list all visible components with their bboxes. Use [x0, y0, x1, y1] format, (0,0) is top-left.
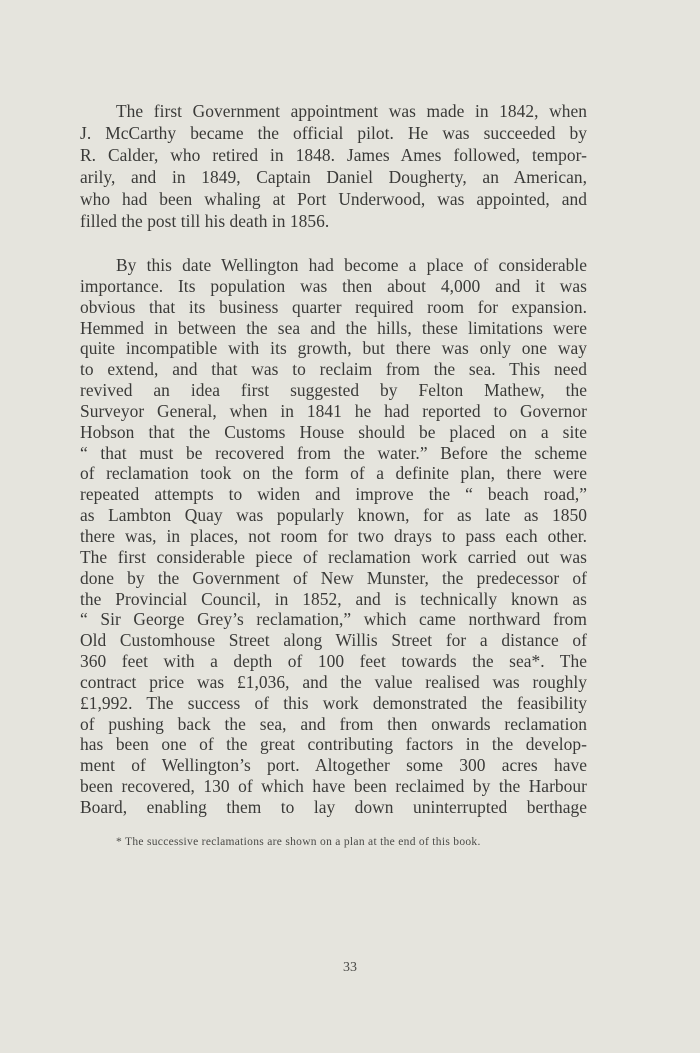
page-number: 33 — [343, 960, 357, 975]
text-line: done by the Government of New Munster, the predecessor of — [80, 568, 587, 588]
text-line: Old Customhouse Street along Willis Street for a distance of — [80, 630, 587, 650]
text-line: The first considerable piece of reclamation work carried out was — [80, 547, 587, 567]
text-line: the Provincial Council, in 1852, and is technically known as — [80, 589, 587, 609]
text-line: R. Calder, who retired in 1848. James Ames followed, tempor- — [80, 145, 587, 165]
text-line: By this date Wellington had become a place of considerable — [116, 255, 587, 275]
text-line: to extend, and that was to reclaim from the sea. This need — [80, 359, 587, 379]
text-line: of reclamation took on the form of a definite plan, there were — [80, 463, 587, 483]
text-line: Board, enabling them to lay down uninterrupted berthage — [80, 797, 587, 817]
text-line: has been one of the great contributing factors in the develop- — [80, 734, 587, 754]
text-line: revived an idea first suggested by Felton Mathew, the — [80, 380, 587, 400]
text-line: been recovered, 130 of which have been reclaimed by the Harbour — [80, 776, 587, 796]
text-line: quite incompatible with its growth, but there was only one way — [80, 338, 587, 358]
text-line: obvious that its business quarter required room for expansion. — [80, 297, 587, 317]
text-line: ment of Wellington’s port. Altogether some 300 acres have — [80, 755, 587, 775]
text-line: importance. Its population was then about 4,000 and it was — [80, 276, 587, 296]
text-line: Hobson that the Customs House should be placed on a site — [80, 422, 587, 442]
text-line: repeated attempts to widen and improve the “ beach road,” — [80, 484, 587, 504]
text-line: there was, in places, not room for two drays to pass each other. — [80, 526, 587, 546]
text-line: The first Government appointment was made in 1842, when — [116, 101, 587, 121]
text-line: arily, and in 1849, Captain Daniel Dougherty, an American, — [80, 167, 587, 187]
text-line: J. McCarthy became the official pilot. He was succeeded by — [80, 123, 587, 143]
text-line: Surveyor General, when in 1841 he had reported to Governor — [80, 401, 587, 421]
text-line: as Lambton Quay was popularly known, for as late as 1850 — [80, 505, 587, 525]
text-line: filled the post till his death in 1856. — [80, 211, 330, 231]
footnote: * The successive reclamations are shown on a plan at the end of this book. — [116, 836, 481, 848]
text-line: £1,992. The success of this work demonstrated the feasibility — [80, 693, 587, 713]
text-line: “ Sir George Grey’s reclamation,” which came northward from — [80, 609, 587, 629]
text-line: 360 feet with a depth of 100 feet towards the sea*. The — [80, 651, 587, 671]
text-line: Hemmed in between the sea and the hills, these limitations were — [80, 318, 587, 338]
text-line: contract price was £1,036, and the value realised was roughly — [80, 672, 587, 692]
text-line: “ that must be recovered from the water.” Before the scheme — [80, 443, 587, 463]
text-line: who had been whaling at Port Underwood, was appointed, and — [80, 189, 587, 209]
text-line: of pushing back the sea, and from then onwards reclamation — [80, 714, 587, 734]
